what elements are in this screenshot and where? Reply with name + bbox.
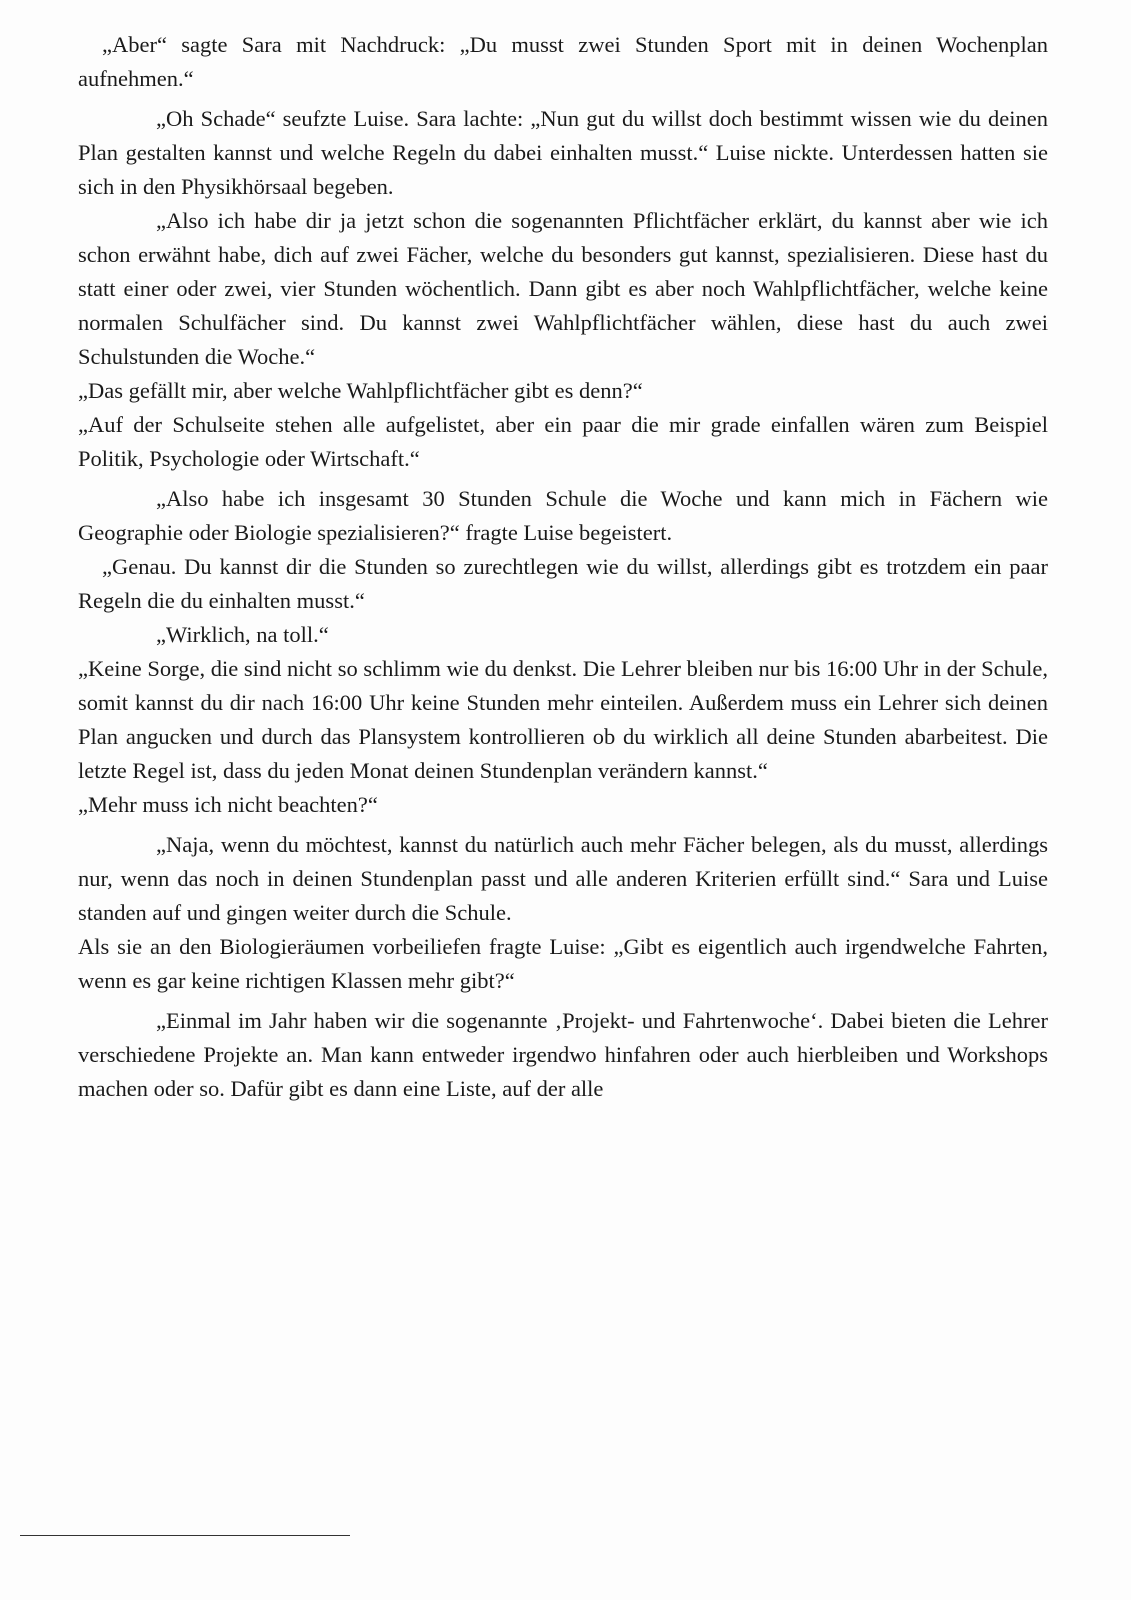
paragraph: „Also ich habe dir ja jetzt schon die sogenannten Pflichtfächer erklärt, du kannst aber wie ich schon erwähnt habe, dich auf zwei Fächer, welche du besonders gut kannst, spezialisieren. Diese hast du statt einer oder zwei, vier Stunden wöchentlich. Dann gibt es aber noch Wahlpflichtfächer, welche keine normalen Schulfächer sind. Du kannst zwei Wahlpflichtfächer wählen, diese hast du auch zwei Schulstunden die Woche.“	[78, 208, 1048, 369]
paragraph: „Naja, wenn du möchtest, kannst du natürlich auch mehr Fächer belegen, als du musst, allerdings nur, wenn das noch in deinen Stundenplan passt und alle anderen Kriterien erfüllt sind.“ Sara und Luise standen auf und gingen weiter durch die Schule.	[78, 832, 1048, 925]
paragraph: „Auf der Schulseite stehen alle aufgelistet, aber ein paar die mir grade einfallen wären zum Beispiel Politik, Psychologie oder Wirtschaft.“	[78, 412, 1048, 471]
paragraph: „Wirklich, na toll.“	[156, 622, 329, 647]
footnote-separator-line	[20, 1535, 350, 1536]
body-text	[78, 28, 1048, 1106]
paragraph: „Oh Schade“ seufzte Luise. Sara lachte: „Nun gut du willst doch bestimmt wissen wie du deinen Plan gestalten kannst und welche Regeln du dabei einhalten musst.“ Luise nickte. Unterdessen hatten sie sich in den Physikhörsaal begeben.	[78, 106, 1048, 199]
paragraph: „Genau. Du kannst dir die Stunden so zurechtlegen wie du willst, allerdings gibt es trotzdem ein paar Regeln die du einhalten musst.“	[78, 554, 1048, 613]
paragraph: „Keine Sorge, die sind nicht so schlimm wie du denkst. Die Lehrer bleiben nur bis 16:00 Uhr in der Schule, somit kannst du dir nach 16:00 Uhr keine Stunden mehr einteilen. Außerdem muss ein Lehrer sich deinen Plan angucken und durch das Plansystem kontrollieren ob du wirklich all deine Stunden abarbeitest. Die letzte Regel ist, dass du jeden Monat deinen Stundenplan verändern kannst.“	[78, 656, 1048, 783]
paragraph: Als sie an den Biologieräumen vorbeiliefen fragte Luise: „Gibt es eigentlich auch irgendwelche Fahrten, wenn es gar keine richtigen Klassen mehr gibt?“	[78, 934, 1048, 993]
paragraph: „Mehr muss ich nicht beachten?“	[78, 792, 378, 817]
paragraph: „Einmal im Jahr haben wir die sogenannte ‚Projekt- und Fahrtenwoche‘. Dabei bieten die Lehrer verschiedene Projekte an. Man kann entweder irgendwo hinfahren oder auch hierbleiben und Workshops machen oder so. Dafür gibt es dann eine Liste, auf der alle	[78, 1008, 1048, 1101]
paragraph: „Das gefällt mir, aber welche Wahlpflichtfächer gibt es denn?“	[78, 378, 643, 403]
paragraph: „Also habe ich insgesamt 30 Stunden Schule die Woche und kann mich in Fächern wie Geographie oder Biologie spezialisieren?“ fragte Luise begeistert.	[78, 486, 1048, 545]
paragraph: „Aber“ sagte Sara mit Nachdruck: „Du musst zwei Stunden Sport mit in deinen Wochenplan aufnehmen.“	[78, 32, 1048, 91]
